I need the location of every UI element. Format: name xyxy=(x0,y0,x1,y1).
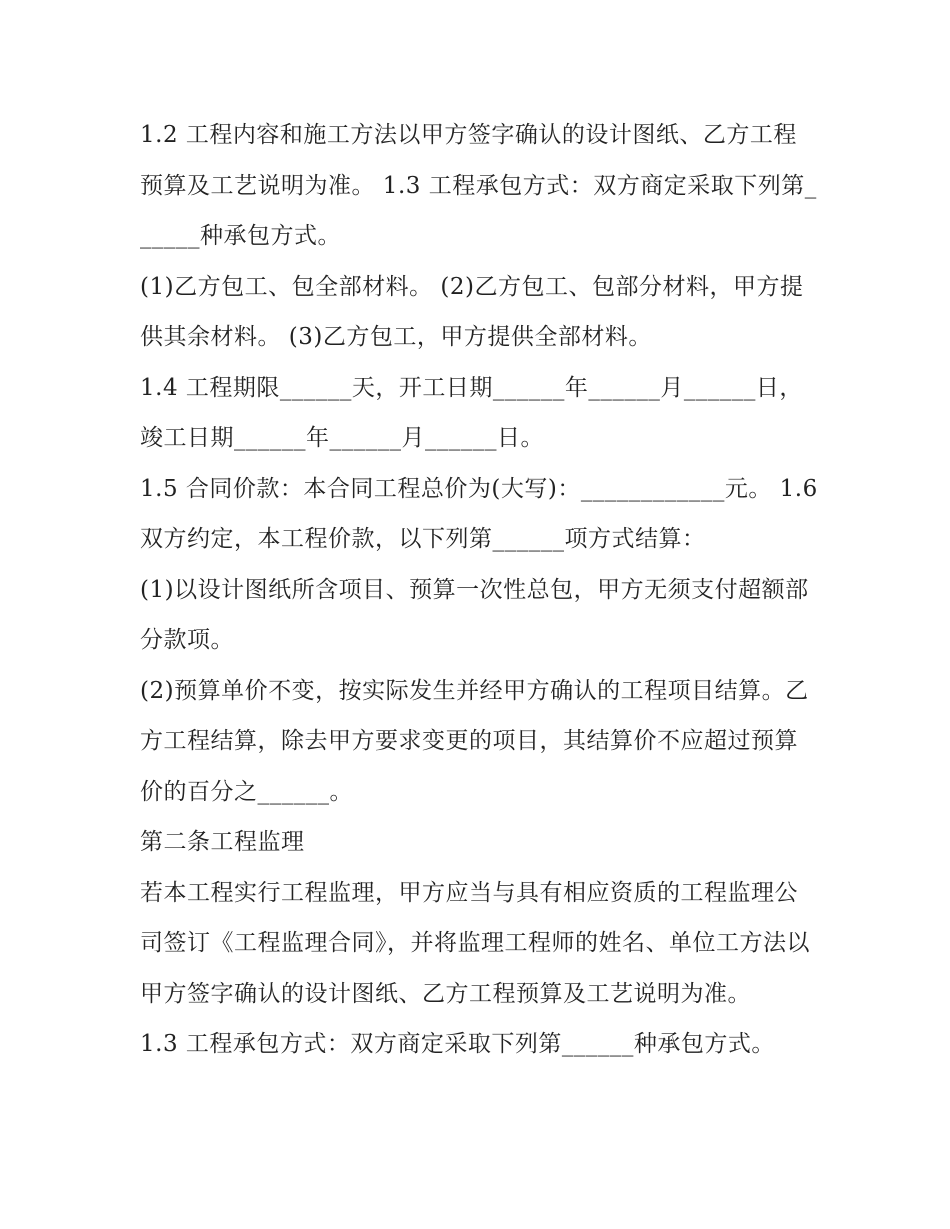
article-2-heading: 第二条工程监理 xyxy=(140,829,305,855)
contract-options-paragraph: (1)乙方包工、包全部材料。 (2)乙方包工、包部分材料，甲方提供其余材料。 (3)乙方包工，甲方提供全部材料。 xyxy=(140,273,804,350)
settlement-option-1-paragraph: (1)以设计图纸所含项目、预算一次性总包，甲方无须支付超额部分款项。 xyxy=(140,576,809,653)
clause-1-5-paragraph: 1.5 合同价款：本合同工程总价为(大写)：____________元。 1.6 双方约定，本工程价款，以下列第______项方式结算： xyxy=(140,475,826,552)
document-body xyxy=(140,110,826,1070)
clause-1-4-paragraph: 1.4 工程期限______天，开工日期______年______月______日，竣工日期______年______月______日。 xyxy=(140,374,803,451)
clause-1-3-paragraph: 1.3 工程承包方式：双方商定采取下列第______种承包方式。 xyxy=(140,1031,775,1057)
settlement-option-2-paragraph: (2)预算单价不变，按实际发生并经甲方确认的工程项目结算。乙方工程结算，除去甲方要求变更的项目，其结算价不应超过预算价的百分之______。 xyxy=(140,677,809,805)
supervision-paragraph: 若本工程实行工程监理，甲方应当与具有相应资质的工程监理公司签订《工程监理合同》，并将监理工程师的姓名、单位工方法以甲方签字确认的设计图纸、乙方工程预算及工艺说明为准。 xyxy=(140,879,810,1007)
clause-1-2-paragraph: 1.2 工程内容和施工方法以甲方签字确认的设计图纸、乙方工程预算及工艺说明为准。 1.3 工程承包方式：双方商定采取下列第______种承包方式。 xyxy=(140,122,817,249)
